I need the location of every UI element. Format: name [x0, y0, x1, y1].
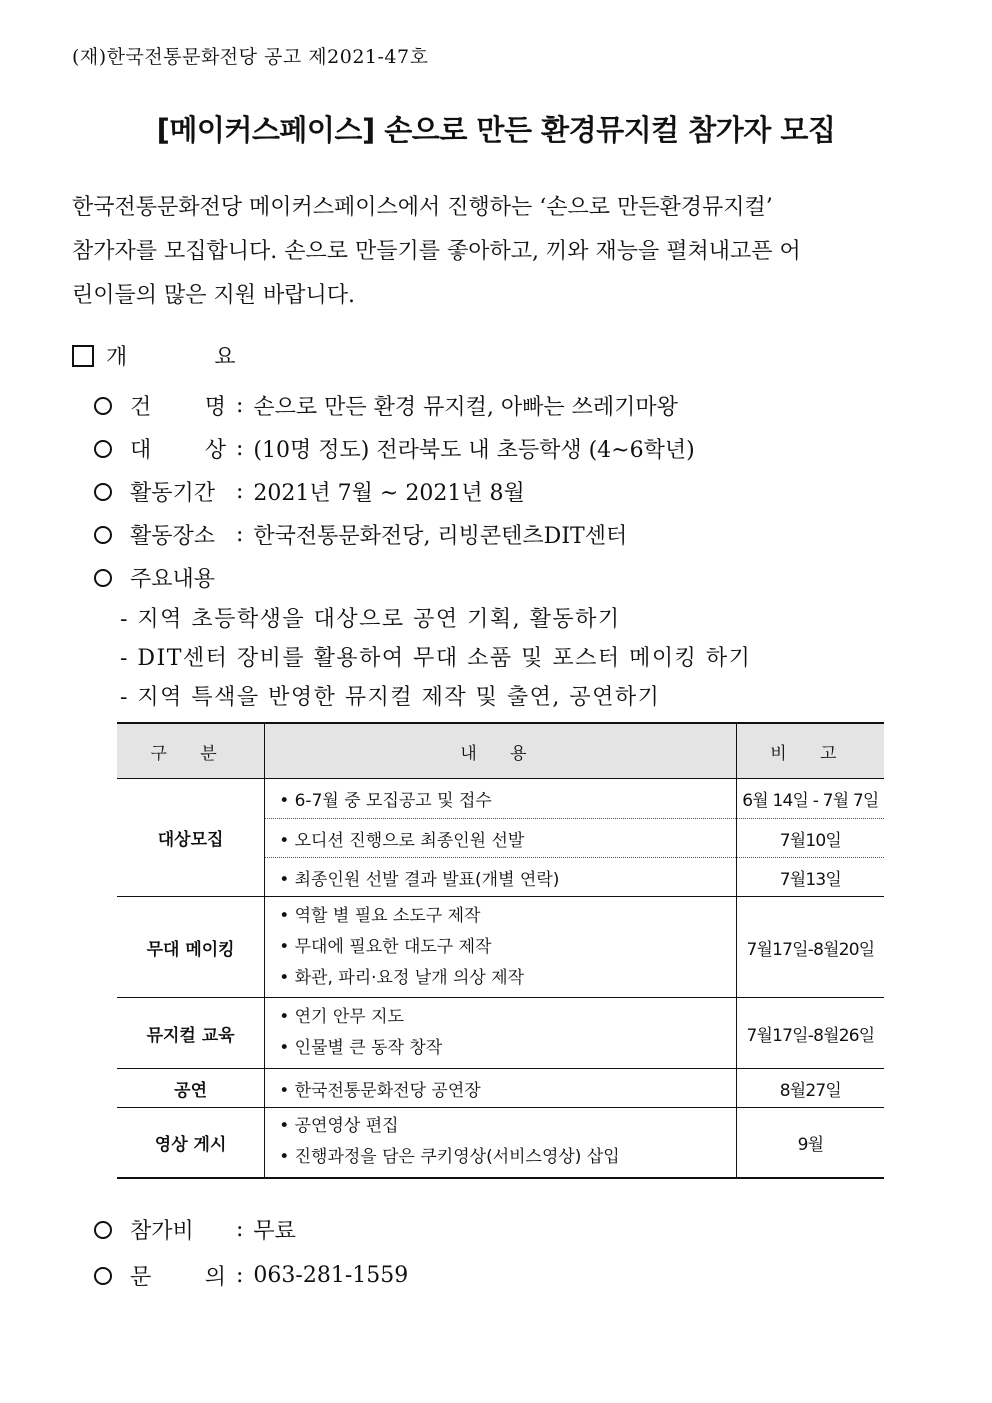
category-cell: 대상모집	[117, 779, 265, 897]
item-label: 건 명	[130, 395, 226, 420]
overview-item-main-content	[94, 562, 215, 593]
colon: :	[236, 436, 244, 461]
square-bullet-icon	[72, 345, 94, 367]
content-line: • 연기 안무 지도	[279, 1007, 404, 1027]
table-row	[117, 779, 884, 819]
notice-number: (재)한국전통문화전당 공고 제2021-47호	[72, 46, 429, 68]
content-cell: • 6-7월 중 모집공고 및 접수	[265, 779, 737, 819]
table-row	[117, 998, 884, 1069]
colon: :	[236, 479, 244, 504]
note-cell: 7월17일-8월26일	[736, 998, 884, 1069]
content-cell: • 최종인원 선발 결과 발표(개별 연락)	[265, 858, 737, 897]
item-label: 문 의	[130, 1265, 226, 1290]
page-title: [메이커스페이스] 손으로 만든 환경뮤지컬 참가자 모집	[156, 113, 836, 147]
item-label: 활동기간	[130, 481, 216, 506]
item-value: 한국전통문화전당, 리빙콘텐츠DIT센터	[253, 524, 628, 549]
category-cell: 무대 메이킹	[117, 897, 265, 998]
item-label: 활동장소	[130, 524, 216, 549]
note-cell: 7월10일	[736, 819, 884, 858]
table-header-row	[117, 723, 884, 779]
footer-item-fee	[94, 1214, 296, 1245]
table-row	[117, 1108, 884, 1178]
colon: :	[236, 522, 244, 547]
category-cell: 공연	[117, 1069, 265, 1108]
content-line: • 공연영상 편집	[279, 1116, 399, 1137]
intro-paragraph	[72, 186, 920, 318]
content-cell	[265, 897, 737, 998]
circle-bullet-icon	[94, 397, 112, 415]
footer-item-contact	[94, 1260, 408, 1291]
content-line: • 화관, 파리·요정 날개 의상 제작	[279, 967, 525, 988]
main-content-line: - 지역 초등학생을 대상으로 공연 기획, 활동하기	[120, 607, 621, 632]
note-cell: 8월27일	[736, 1069, 884, 1108]
main-content-line: - DIT센터 장비를 활용하여 무대 소품 및 포스터 메이킹 하기	[120, 646, 752, 671]
circle-bullet-icon	[94, 1267, 112, 1285]
overview-item-name	[94, 390, 678, 421]
intro-line: 참가자를 모집합니다. 손으로 만들기를 좋아하고, 끼와 재능을 펼쳐내고픈 어	[72, 239, 801, 264]
section-heading-overview	[72, 340, 276, 371]
content-line: • 역할 별 필요 소도구 제작	[279, 905, 481, 926]
main-content-line: - 지역 특색을 반영한 뮤지컬 제작 및 출연, 공연하기	[120, 685, 661, 710]
circle-bullet-icon	[94, 526, 112, 544]
content-line: • 무대에 필요한 대도구 제작	[279, 936, 492, 957]
note-cell: 7월13일	[736, 858, 884, 897]
item-label: 참가비	[130, 1219, 194, 1244]
overview-item-target	[94, 433, 695, 464]
content-cell	[265, 998, 737, 1069]
content-cell	[265, 1108, 737, 1178]
item-label: 주요내용	[130, 567, 216, 592]
content-cell: • 오디션 진행으로 최종인원 선발	[265, 819, 737, 858]
colon: :	[236, 1263, 244, 1288]
note-cell: 7월17일-8월20일	[736, 897, 884, 998]
colon: :	[236, 1217, 244, 1242]
column-header: 비 고	[736, 723, 884, 779]
content-line: • 진행과정을 담은 쿠키영상(서비스영상) 삽입	[279, 1147, 620, 1168]
note-cell: 6월 14일 - 7월 7일	[736, 779, 884, 819]
column-header: 구 분	[117, 723, 265, 779]
overview-item-venue	[94, 519, 627, 550]
category-cell: 영상 게시	[117, 1108, 265, 1178]
intro-line: 한국전통문화전당 메이커스페이스에서 진행하는 ‘손으로 만든환경뮤지컬’	[72, 195, 773, 220]
note-cell: 9월	[736, 1108, 884, 1178]
item-label: 대 상	[130, 438, 226, 463]
intro-line: 린이들의 많은 지원 바랍니다.	[72, 283, 355, 308]
circle-bullet-icon	[94, 569, 112, 587]
table-row	[117, 1069, 884, 1108]
table-row	[117, 897, 884, 998]
schedule-table	[117, 722, 884, 1179]
content-cell: • 한국전통문화전당 공연장	[265, 1069, 737, 1108]
circle-bullet-icon	[94, 440, 112, 458]
circle-bullet-icon	[94, 483, 112, 501]
item-value: 무료	[253, 1219, 296, 1244]
content-line: • 인물별 큰 동작 창작	[279, 1038, 443, 1058]
item-value: 063-281-1559	[253, 1263, 409, 1288]
colon: :	[236, 393, 244, 418]
category-cell: 뮤지컬 교육	[117, 998, 265, 1069]
item-value: (10명 정도) 전라북도 내 초등학생 (4~6학년)	[253, 438, 695, 463]
item-value: 2021년 7월 ~ 2021년 8월	[253, 481, 525, 506]
column-header: 내 용	[265, 723, 737, 779]
circle-bullet-icon	[94, 1221, 112, 1239]
section-heading-label: 개 요	[106, 345, 276, 370]
item-value: 손으로 만든 환경 뮤지컬, 아빠는 쓰레기마왕	[253, 395, 678, 420]
overview-item-period	[94, 476, 525, 507]
